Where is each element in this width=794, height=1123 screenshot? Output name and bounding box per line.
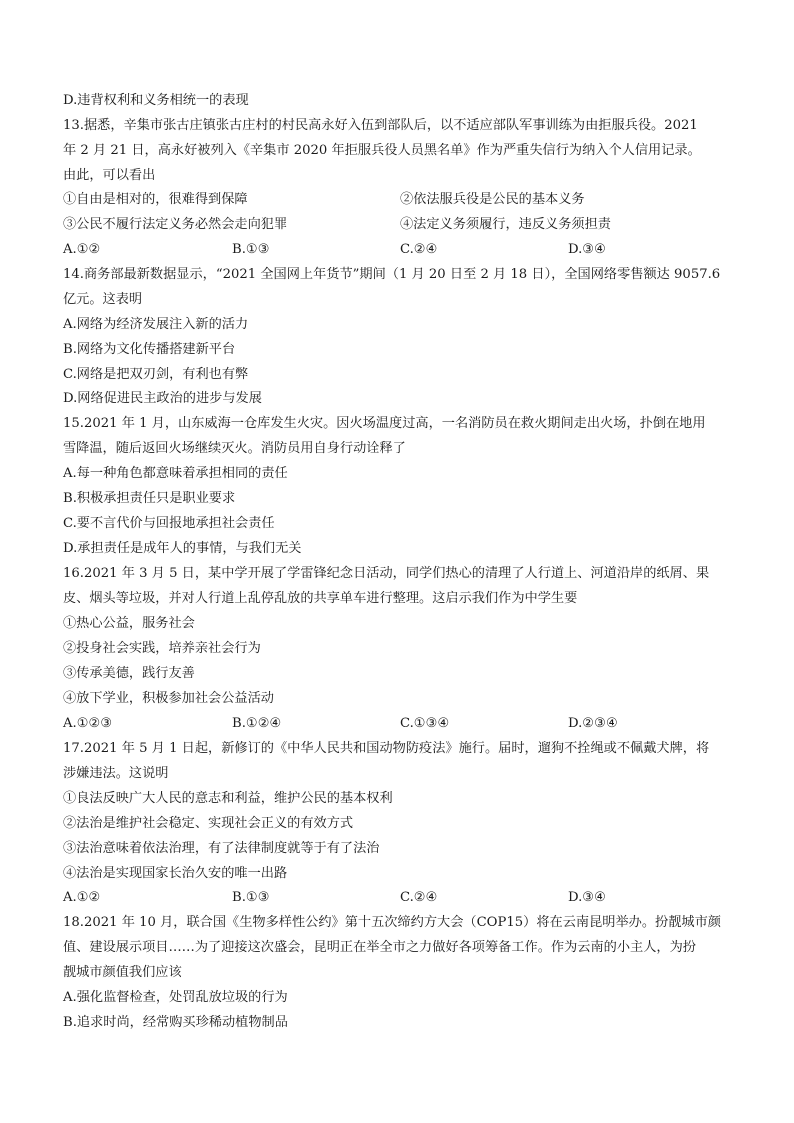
choice-d: D.③④: [568, 890, 606, 905]
statement-4: ④放下学业，积极参加社会公益活动: [63, 691, 274, 706]
statement-2: ②法治是维护社会稳定、实现社会正义的有效方式: [63, 816, 354, 831]
question-stem-line: 值、建设展示项目……为了迎接这次盛会，昆明正在举全市之力做好各项筹备工作。作为云南的小主人，为扮: [63, 940, 696, 955]
question-stem-line: 14.商务部最新数据显示，“2021 全国网上年货节”期间（1 月 20 日至 2 月 18 日），全国网络零售额达 9057.6: [63, 267, 721, 282]
question-stem-line: 13.据悉，辛集市张古庄镇张古庄村的村民高永好入伍到部队后，以不适应部队军事训练为由拒服兵役。2021: [63, 118, 698, 133]
choice-b: B.网络为文化传播搭建新平台: [63, 342, 236, 357]
question-stem-line: 15.2021 年 1 月，山东威海一仓库发生火灾。因火场温度过高，一名消防员在救火期间走出火场，扑倒在地用: [63, 416, 706, 431]
question-stem-line: 靓城市颜值我们应该: [63, 965, 182, 980]
question-stem-line: 16.2021 年 3 月 5 日，某中学开展了学雷锋纪念日活动，同学们热心的清理了人行道上、河道沿岸的纸屑、果: [63, 566, 710, 581]
choice-a: A.①②: [63, 242, 101, 257]
choice-b: B.①③: [232, 242, 270, 257]
choice-a: A.①②③: [63, 716, 113, 731]
choice-c: C.①③④: [400, 716, 450, 731]
choice-a: A.网络为经济发展注入新的活力: [63, 317, 249, 332]
choice-a: A.强化监督检查，处罚乱放垃圾的行为: [63, 990, 288, 1005]
choice-b: B.积极承担责任只是职业要求: [63, 491, 236, 506]
statement-4: ④法定义务须履行，违反义务须担责: [400, 217, 611, 232]
choice-d: D.网络促进民主政治的进步与发展: [63, 391, 262, 406]
question-stem-line: 涉嫌违法。这说明: [63, 766, 169, 781]
choice-c: C.②④: [400, 890, 438, 905]
statement-1: ①热心公益，服务社会: [63, 616, 195, 631]
choice-d: D.承担责任是成年人的事情，与我们无关: [63, 541, 302, 556]
statement-4: ④法治是实现国家长治久安的唯一出路: [63, 866, 288, 881]
choice-d: D.③④: [568, 242, 606, 257]
statement-3: ③公民不履行法定义务必然会走向犯罪: [63, 217, 288, 232]
statement-3: ③传承美德，践行友善: [63, 666, 195, 681]
choice-a: A.每一种角色都意味着承担相同的责任: [63, 466, 288, 481]
question-stem-line: 亿元。这表明: [63, 292, 143, 307]
choice-c: C.要不言代价与回报地承担社会责任: [63, 516, 275, 531]
statement-1: ①良法反映广大人民的意志和利益，维护公民的基本权利: [63, 791, 393, 806]
choice-a: A.①②: [63, 890, 101, 905]
question-stem-line: 皮、烟头等垃圾，并对人行道上乱停乱放的共享单车进行整理。这启示我们作为中学生要: [63, 591, 578, 606]
prev-question-option-d: D.违背权利和义务相统一的表现: [63, 93, 249, 108]
question-stem-line: 18.2021 年 10 月，联合国《生物多样性公约》第十五次缔约方大会（COP15）将在云南昆明举办。扮靓城市颜: [63, 915, 721, 930]
choice-b: B.①③: [232, 890, 270, 905]
statement-1: ①自由是相对的，很难得到保障: [63, 192, 248, 207]
statement-2: ②依法服兵役是公民的基本义务: [400, 192, 585, 207]
choice-b: B.①②④: [232, 716, 282, 731]
choice-b: B.追求时尚，经常购买珍稀动植物制品: [63, 1015, 288, 1030]
statement-3: ③法治意味着依法治理，有了法律制度就等于有了法治: [63, 841, 380, 856]
question-stem-line: 由此，可以看出: [63, 168, 156, 183]
question-stem-line: 年 2 月 21 日，高永好被列入《辛集市 2020 年拒服兵役人员黑名单》作为严重失信行为纳入个人信用记录。: [63, 143, 701, 158]
question-stem-line: 17.2021 年 5 月 1 日起，新修订的《中华人民共和国动物防疫法》施行。届时，遛狗不拴绳或不佩戴犬牌，将: [63, 741, 710, 756]
statement-2: ②投身社会实践，培养亲社会行为: [63, 641, 261, 656]
question-stem-line: 雪降温，随后返回火场继续灭火。消防员用自身行动诠释了: [63, 441, 406, 456]
choice-c: C.网络是把双刃剑，有利也有弊: [63, 367, 249, 382]
choice-d: D.②③④: [568, 716, 618, 731]
choice-c: C.②④: [400, 242, 438, 257]
